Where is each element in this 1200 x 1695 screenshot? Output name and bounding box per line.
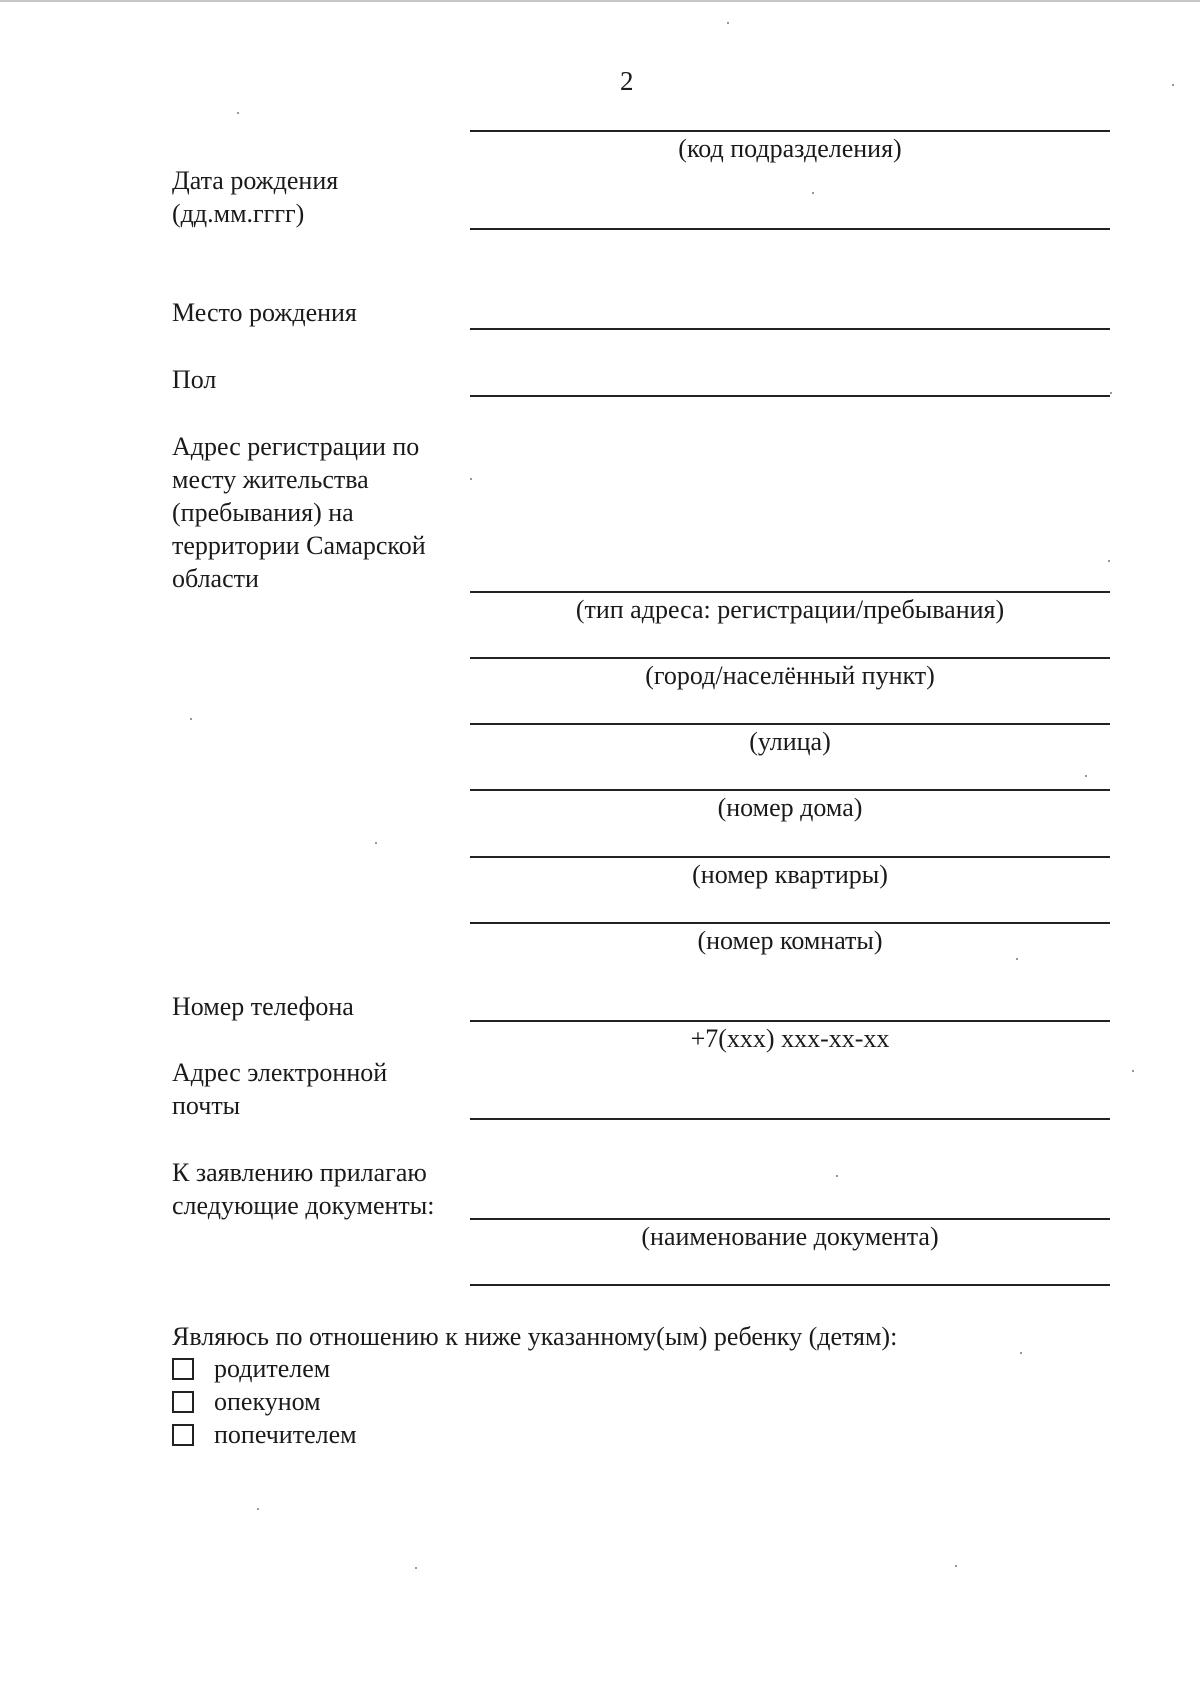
scan-speck <box>1085 775 1087 777</box>
division-code-caption: (код подразделения) <box>678 134 902 163</box>
division-code-line[interactable] <box>470 130 1110 132</box>
relation-option-label: родителем <box>214 1354 331 1383</box>
phone-label: Номер телефона <box>172 992 354 1021</box>
email-label <box>172 1056 387 1122</box>
checkbox[interactable] <box>172 1424 194 1446</box>
address-label-line: области <box>172 564 259 593</box>
scan-speck <box>415 1567 417 1569</box>
document-field[interactable] <box>470 1218 1110 1220</box>
relation-option-custodian[interactable] <box>172 1420 357 1450</box>
sex-field[interactable] <box>470 395 1110 397</box>
address-type-field[interactable] <box>470 591 1110 593</box>
birth-place-field[interactable] <box>470 328 1110 330</box>
city-field[interactable] <box>470 657 1110 659</box>
scan-speck <box>1172 84 1174 86</box>
address-type-caption: (тип адреса: регистрации/пребывания) <box>575 595 1005 624</box>
room-field[interactable] <box>470 922 1110 924</box>
scan-speck <box>470 478 472 480</box>
attachments-label <box>172 1156 434 1222</box>
document-name-caption: (наименование документа) <box>641 1222 939 1251</box>
scan-speck <box>836 1175 838 1177</box>
document-field-2[interactable] <box>470 1284 1110 1286</box>
scan-speck <box>257 1508 259 1510</box>
relation-option-label: попечителем <box>214 1420 357 1449</box>
street-field[interactable] <box>470 723 1110 725</box>
checkbox[interactable] <box>172 1391 194 1413</box>
relation-question: Являюсь по отношению к ниже указанному(ым) ребенку (детям): <box>172 1322 898 1351</box>
scan-speck <box>1132 1070 1134 1072</box>
checkbox[interactable] <box>172 1358 194 1380</box>
scan-speck <box>955 1565 957 1567</box>
scan-speck <box>1110 392 1112 394</box>
scan-speck <box>1108 560 1110 562</box>
apartment-field[interactable] <box>470 856 1110 858</box>
relation-option-guardian[interactable] <box>172 1387 321 1417</box>
scan-speck <box>812 192 814 194</box>
email-label-line: почты <box>172 1091 241 1120</box>
room-caption: (номер комнаты) <box>697 926 883 955</box>
house-caption: (номер дома) <box>717 793 863 822</box>
birth-date-label-line: Дата рождения <box>172 166 339 195</box>
attachments-label-line: следующие документы: <box>172 1191 435 1220</box>
scan-speck <box>237 112 239 114</box>
birth-date-format-line: (дд.мм.гггг) <box>172 199 305 228</box>
scan-speck <box>1016 958 1018 960</box>
sex-label: Пол <box>172 365 217 394</box>
house-field[interactable] <box>470 789 1110 791</box>
page-number: 2 <box>620 66 634 96</box>
relation-option-label: опекуном <box>214 1387 321 1416</box>
address-label-line: месту жительства <box>172 465 369 494</box>
apartment-caption: (номер квартиры) <box>692 860 888 889</box>
address-label <box>172 430 426 595</box>
relation-option-parent[interactable] <box>172 1354 330 1384</box>
scan-speck <box>727 22 729 24</box>
birth-date-label <box>172 164 338 230</box>
address-label-line: Адрес регистрации по <box>172 432 420 461</box>
attachments-label-line: К заявлению прилагаю <box>172 1158 427 1187</box>
email-label-line: Адрес электронной <box>172 1058 388 1087</box>
birth-place-label: Место рождения <box>172 298 357 327</box>
email-field[interactable] <box>470 1118 1110 1120</box>
phone-format-caption: +7(xxx) xxx-xx-xx <box>690 1024 890 1053</box>
page-top-edge <box>0 0 1200 2</box>
address-label-line: (пребывания) на <box>172 498 354 527</box>
scan-speck <box>375 842 377 844</box>
scan-speck <box>190 718 192 720</box>
phone-field[interactable] <box>470 1020 1110 1022</box>
birth-date-field[interactable] <box>470 228 1110 230</box>
address-label-line: территории Самарской <box>172 531 426 560</box>
street-caption: (улица) <box>749 727 831 756</box>
scan-speck <box>1020 1352 1022 1354</box>
city-caption: (город/населённый пункт) <box>645 661 935 690</box>
